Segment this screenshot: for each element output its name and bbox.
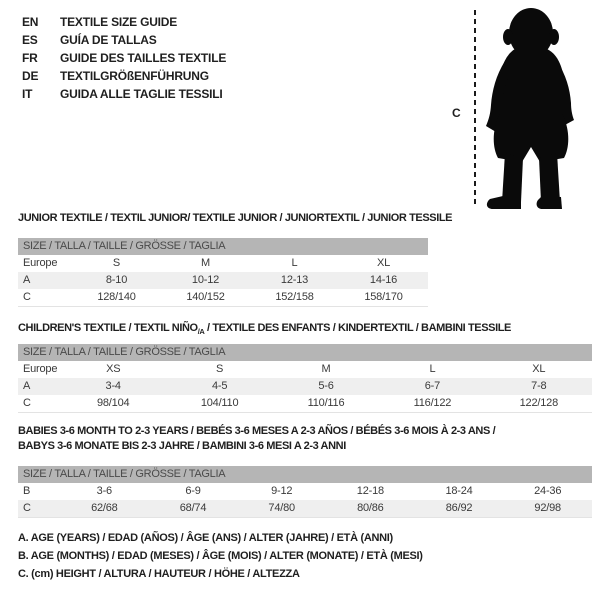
children-table-title [18, 322, 511, 336]
babies-title-line2: BABYS 3-6 MONATE BIS 2-3 JAHRE / BAMBINI 3-6 MESI A 2-3 ANNI [18, 440, 346, 452]
table-cell: 8-10 [105, 274, 128, 286]
table-cell: 104/110 [200, 397, 239, 409]
language-code: EN [22, 15, 39, 29]
language-title-list [22, 13, 226, 103]
row-label: A [23, 380, 31, 392]
language-row-it [22, 85, 226, 103]
table-row-height [18, 500, 592, 517]
table-cell: XS [106, 363, 121, 375]
table-cell: M [201, 257, 210, 269]
table-cell: 62/68 [91, 502, 118, 514]
children-title-text: / TEXTILE DES ENFANTS / KINDERTEXTIL / BAMBINI TESSILE [204, 322, 511, 334]
table-cell: 128/140 [97, 291, 136, 303]
row-label: B [23, 485, 31, 497]
table-cell: 74/80 [268, 502, 295, 514]
children-title-subscript: /A [197, 327, 205, 337]
table-cell: S [112, 257, 121, 269]
table-cell: 5-6 [318, 380, 334, 392]
table-cell: 6-7 [424, 380, 441, 392]
note-age-years: A. AGE (YEARS) / EDAD (AÑOS) / ÂGE (ANS) / ALTER (JAHRE) / ETÀ (ANNI) [18, 532, 393, 544]
guide-title-fr: GUIDE DES TAILLES TEXTILE [60, 51, 227, 65]
children-size-table [18, 344, 592, 413]
table-cell: 7-8 [531, 380, 547, 392]
language-code: FR [22, 51, 38, 65]
language-code: ES [22, 33, 38, 47]
junior-size-table [18, 238, 428, 307]
table-row-europe [18, 255, 428, 272]
table-cell: 68/74 [179, 502, 207, 514]
language-row-fr [22, 49, 226, 67]
table-cell: 98/104 [96, 397, 130, 409]
legend-notes [18, 529, 423, 583]
language-code: IT [22, 87, 33, 101]
table-cell: L [291, 257, 298, 269]
language-row-de [22, 67, 226, 85]
table-cell: XL [376, 257, 391, 269]
table-row-age-months [18, 483, 592, 500]
row-label: C [23, 291, 31, 303]
table-cell: XL [532, 363, 546, 375]
row-label: C [23, 502, 31, 514]
language-row-es [22, 31, 226, 49]
row-label: A [23, 274, 31, 286]
table-cell: L [429, 363, 436, 375]
junior-table-title: JUNIOR TEXTILE / TEXTIL JUNIOR/ TEXTILE JUNIOR / JUNIORTEXTIL / JUNIOR TESSILE [18, 212, 453, 224]
table-cell: 3-6 [96, 485, 112, 497]
table-cell: S [216, 363, 224, 375]
guide-title-de: TEXTILGRÖßENFÜHRUNG [60, 69, 209, 83]
size-header-bar: SIZE / TALLA / TAILLE / GRÖSSE / TAGLIA [18, 466, 592, 483]
table-row-age [18, 378, 592, 395]
guide-title-en: TEXTILE SIZE GUIDE [60, 15, 178, 29]
table-cell: 158/170 [364, 291, 403, 303]
baby-silhouette-icon [484, 5, 580, 211]
row-label: C [23, 397, 31, 409]
table-cell: M [321, 363, 331, 375]
table-cell: 152/158 [275, 291, 314, 303]
language-code: DE [22, 69, 39, 83]
table-cell: 92/98 [534, 502, 561, 514]
table-cell: 86/92 [445, 502, 473, 514]
table-cell: 12-18 [356, 485, 384, 497]
table-cell: 140/152 [186, 291, 225, 303]
row-label: Europe [23, 363, 58, 375]
note-age-months: B. AGE (MONTHS) / EDAD (MESES) / ÂGE (MOIS) / ALTER (MONATE) / ETÀ (MESI) [18, 550, 423, 562]
guide-title-es: GUÍA DE TALLAS [60, 33, 157, 47]
guide-title-it: GUIDA ALLE TAGLIE TESSILI [60, 87, 223, 101]
row-label: Europe [23, 257, 58, 269]
table-cell: 3-4 [105, 380, 121, 392]
table-row-age [18, 272, 428, 289]
note-height-cm: C. (cm) HEIGHT / ALTURA / HAUTEUR / HÖHE / ALTEZZA [18, 568, 300, 580]
table-cell: 24-36 [534, 485, 562, 497]
table-cell: 6-9 [185, 485, 201, 497]
height-measure-line [472, 8, 478, 208]
babies-table-title [18, 424, 593, 454]
table-cell: 12-13 [280, 274, 309, 286]
babies-title-line1: BABIES 3-6 MONTH TO 2-3 YEARS / BEBÉS 3-6 MESES A 2-3 AÑOS / BÉBÉS 3-6 MOIS À 2-3 ANS / [18, 425, 496, 437]
babies-size-table [18, 466, 592, 518]
children-title-text: CHILDREN'S TEXTILE / TEXTIL NIÑO [18, 322, 198, 334]
table-cell: 18-24 [445, 485, 473, 497]
table-cell: 4-5 [211, 380, 228, 392]
height-measure-label: C [452, 106, 461, 120]
table-row-height [18, 395, 592, 412]
table-cell: 122/128 [519, 397, 559, 409]
table-cell: 110/116 [307, 397, 345, 409]
table-cell: 14-16 [369, 274, 398, 286]
table-row-europe [18, 361, 592, 378]
table-cell: 116/122 [413, 397, 452, 409]
table-cell: 10-12 [191, 274, 220, 286]
language-row-en [22, 13, 226, 31]
table-row-height [18, 289, 428, 306]
size-header-bar: SIZE / TALLA / TAILLE / GRÖSSE / TAGLIA [18, 238, 428, 255]
size-header-bar: SIZE / TALLA / TAILLE / GRÖSSE / TAGLIA [18, 344, 592, 361]
table-cell: 9-12 [271, 485, 293, 497]
table-cell: 80/86 [357, 502, 384, 514]
